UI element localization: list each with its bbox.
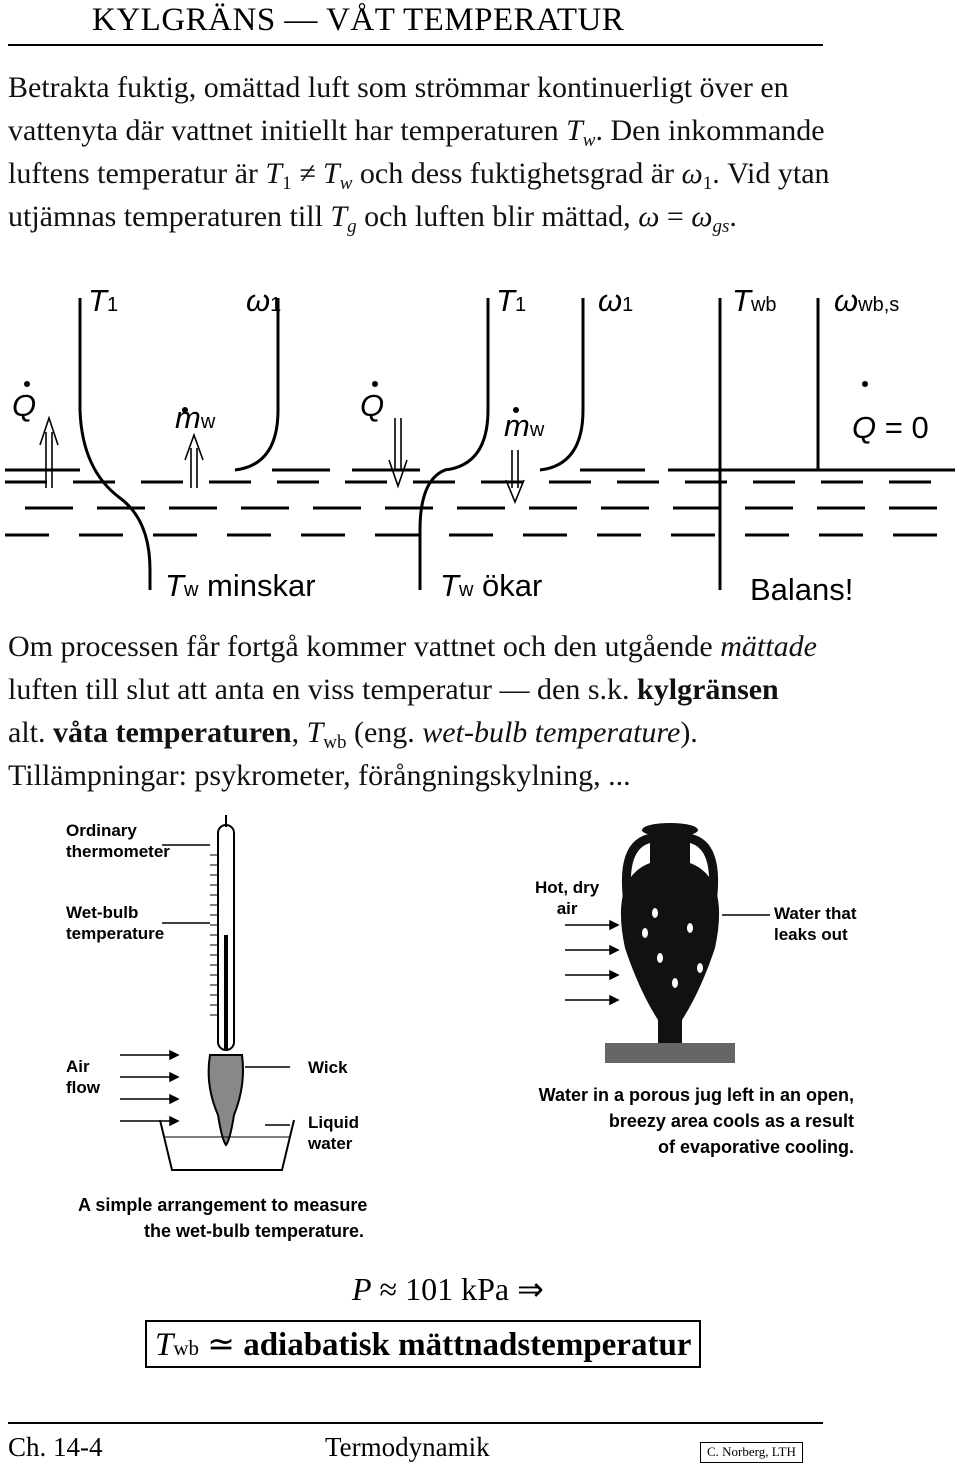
approx-sign: ≈ — [379, 1271, 398, 1307]
water-surface-dashes — [5, 482, 955, 535]
symbol-omega: ω — [834, 283, 859, 318]
symbol-p: P — [352, 1271, 372, 1307]
intro-line-3 — [8, 152, 943, 195]
panel3-profiles — [720, 298, 818, 590]
symbol-t: T — [732, 283, 751, 318]
subscript: 1 — [270, 294, 282, 316]
hot-dry-air-label — [535, 877, 599, 919]
pressure-value: 101 kPa — [405, 1271, 510, 1307]
para2-line-3 — [8, 711, 943, 754]
panel1-profiles — [80, 298, 278, 590]
subscript: wb — [750, 294, 777, 316]
liquid-water-label — [308, 1112, 359, 1154]
para-text: (eng. — [346, 716, 423, 749]
intro-line-1: Betrakta fuktig, omättad luft som strömmar kontinuerligt över en — [8, 71, 789, 104]
label-line: air — [556, 899, 578, 918]
panel2-temp-label — [496, 283, 526, 319]
subscript: wb — [173, 1336, 200, 1360]
result-text: ökar — [482, 568, 543, 603]
para-emph: wet-bulb temperature — [422, 716, 681, 749]
implies-sign: ⇒ — [517, 1271, 544, 1307]
panel3-temp-label — [732, 283, 777, 319]
label-line: Water that — [774, 904, 857, 923]
panel3-q-label — [852, 410, 929, 446]
label-line: flow — [66, 1078, 100, 1097]
pressure-statement — [352, 1270, 544, 1308]
para-text: ). — [680, 716, 698, 749]
symbol-m: m — [175, 400, 201, 435]
panel2-m-label — [504, 408, 544, 444]
wick-label: Wick — [308, 1058, 348, 1077]
subscript: w — [458, 579, 474, 601]
label-line: Liquid — [308, 1113, 359, 1132]
para2-line-4: Tillämpningar: psykrometer, förångningskylning, ... — [8, 759, 631, 792]
intro-text: . — [729, 200, 737, 233]
para-bold: våta temperaturen — [53, 716, 292, 749]
intro-line-2 — [8, 109, 943, 152]
symbol-t: T — [88, 283, 107, 318]
para-bold: kylgränsen — [637, 673, 779, 706]
panel1-q-label — [12, 388, 36, 424]
panel2-result — [440, 568, 542, 604]
label-line: Ordinary — [66, 821, 137, 840]
subscript: 1 — [514, 294, 527, 316]
subscript: 1 — [106, 294, 119, 316]
symbol-omega: ω — [246, 283, 271, 318]
para2-line-2 — [8, 668, 943, 711]
symbol-t: T — [155, 1327, 174, 1363]
symbol-t: T — [165, 568, 184, 603]
subscript: 1 — [622, 294, 634, 316]
para-text: luften till slut att anta en viss temperatur — den s.k. — [8, 673, 638, 706]
symbol-omega1: $\omega_1$ — [681, 157, 713, 194]
panel2-profiles — [420, 298, 583, 590]
caption-line: Water in a porous jug left in an open, — [538, 1085, 854, 1105]
footer-rule — [8, 1422, 823, 1424]
intro-text: luftens temperatur är — [8, 157, 266, 190]
panel2-q-label — [360, 388, 384, 424]
label-line: Hot, dry — [535, 878, 600, 897]
intro-line-4 — [8, 195, 943, 238]
symbol-t1-neq-tw: $T_1 \ne T_w$ — [265, 157, 353, 194]
intro-text: . Den inkommande — [595, 114, 825, 147]
label-line: Wet-bulb — [66, 903, 139, 922]
symbol-q: Q — [852, 410, 877, 445]
label-line: thermometer — [66, 842, 170, 861]
intro-text: vattenyta där vattnet initiellt har temperaturen — [8, 114, 567, 147]
hot-air-arrows — [560, 905, 640, 1025]
wet-bulb-label — [66, 902, 164, 944]
para-text: alt. — [8, 716, 53, 749]
jug-caption — [532, 1082, 854, 1160]
label-line: Air — [66, 1057, 90, 1076]
para2-line-1 — [8, 625, 943, 668]
conclusion-text: adiabatisk mättnadstemperatur — [243, 1327, 692, 1363]
air-flow-label — [66, 1056, 100, 1098]
label-line: water — [308, 1134, 353, 1153]
relation-sign: ≃ — [207, 1327, 235, 1363]
label-line: leaks out — [774, 925, 848, 944]
intro-text: utjämnas temperaturen till — [8, 200, 331, 233]
conclusion-box — [145, 1320, 701, 1368]
panel3-omega-label — [834, 283, 899, 319]
symbol-q: Q — [360, 388, 385, 423]
symbol-m: m — [504, 408, 530, 443]
ordinary-thermometer-label — [66, 820, 170, 862]
course-label: Termodynamik — [325, 1432, 490, 1462]
panel3-result: Balans! — [750, 572, 854, 607]
label-line: temperature — [66, 924, 165, 943]
intro-text: och luften blir mättad, — [356, 200, 639, 233]
subscript: w — [183, 579, 199, 601]
chapter-label: Ch. 14-4 — [8, 1432, 103, 1462]
caption-line: of evaporative cooling. — [657, 1137, 854, 1157]
symbol-tg: $T_g$ — [330, 200, 357, 237]
intro-paragraph — [8, 66, 943, 238]
panel1-temp-label — [88, 283, 118, 319]
explanation-paragraph — [8, 625, 943, 797]
leak-pointer — [722, 905, 772, 925]
symbol-tw: $T_w$ — [566, 114, 596, 151]
panel1-m-label — [175, 400, 215, 436]
subscript: wb,s — [858, 294, 900, 316]
symbol-t: T — [496, 283, 515, 318]
panel1-omega-label — [246, 283, 281, 319]
symbol-twb: $T_{wb}$ — [306, 716, 347, 753]
panel2-omega-label — [598, 283, 633, 319]
symbol-omega: ω — [598, 283, 623, 318]
panel1-result — [165, 568, 316, 604]
para-emph: mättade — [720, 630, 817, 663]
caption-line: the wet-bulb temperature. — [144, 1221, 365, 1241]
title-rule — [8, 44, 823, 46]
symbol-t: T — [440, 568, 459, 603]
water-leaks-label — [774, 903, 857, 945]
caption-line: A simple arrangement to measure — [78, 1195, 368, 1215]
author-credit: C. Norberg, LTH — [700, 1442, 803, 1463]
subscript: w — [529, 419, 545, 441]
caption-line: breezy area cools as a result — [608, 1111, 854, 1131]
para-text: , — [291, 716, 307, 749]
page-title: KYLGRÄNS — VÅT TEMPERATUR — [92, 2, 625, 38]
symbol-q: Q — [12, 388, 37, 423]
subscript: w — [200, 411, 216, 433]
intro-text: . Vid ytan — [712, 157, 830, 190]
thermometer-caption — [78, 1192, 367, 1244]
symbol-omega-eq: $\omega = \omega_{gs}$ — [638, 200, 730, 237]
para-text: Om processen får fortgå kommer vattnet och den utgående — [8, 630, 721, 663]
q-equals: = 0 — [884, 410, 929, 445]
result-text: minskar — [207, 568, 316, 603]
intro-text: och dess fuktighetsgrad är — [352, 157, 682, 190]
